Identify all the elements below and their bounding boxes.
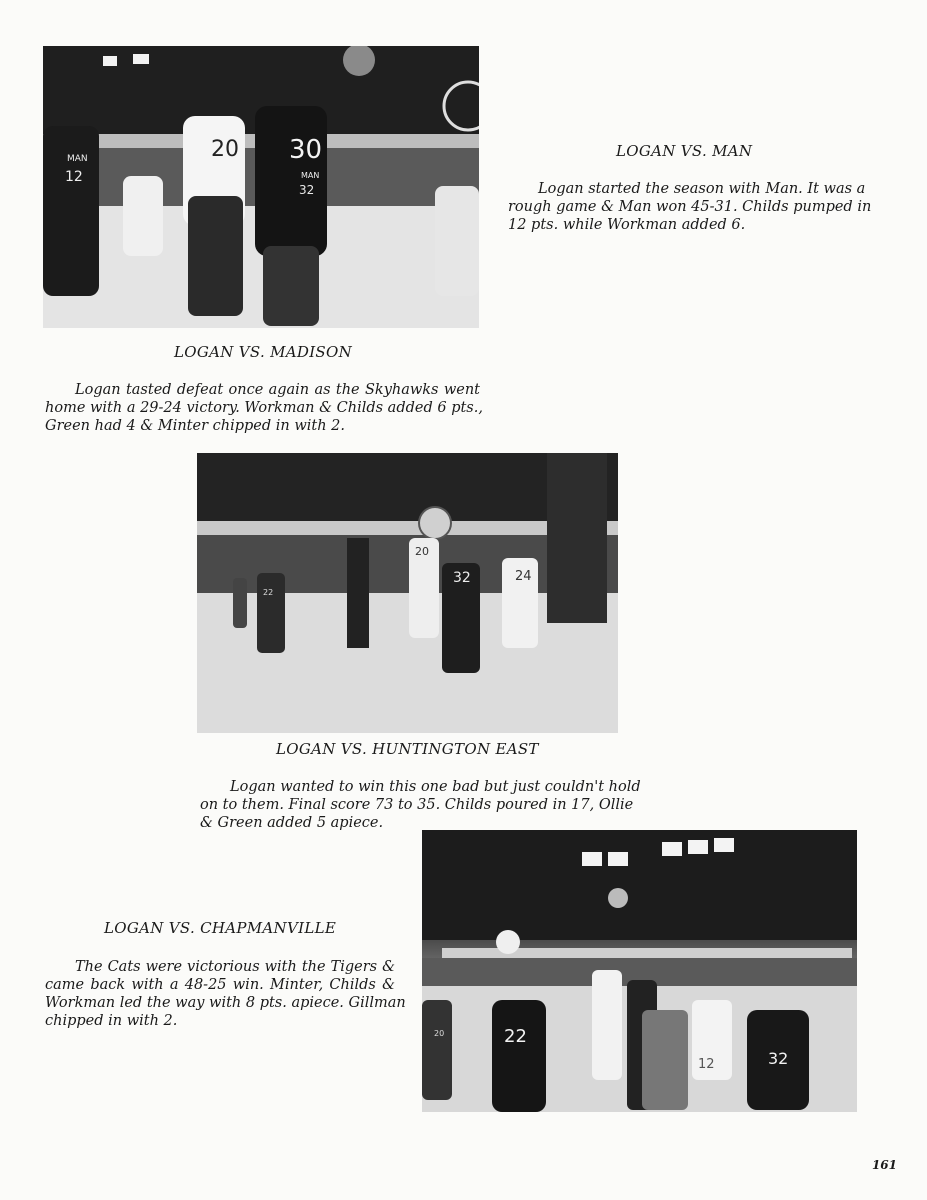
- jersey-text: MAN: [67, 154, 88, 164]
- story-line: came back with a 48-25 win. Minter, Childs &: [45, 977, 395, 993]
- story-line: The Cats were victorious with the Tigers &: [75, 959, 395, 975]
- jersey-number: 32: [768, 1049, 789, 1068]
- story-logan-vs-chapmanville: [45, 958, 406, 1030]
- heading-logan-vs-madison: LOGAN VS. MADISON: [174, 343, 353, 361]
- story-line: rough game & Man won 45-31. Childs pumped in: [508, 199, 872, 215]
- jersey-number: 32: [453, 570, 471, 586]
- heading-logan-vs-chapmanville: LOGAN VS. CHAPMANVILLE: [104, 919, 337, 937]
- jersey-number: 22: [504, 1026, 527, 1047]
- story-line: chipped in with 2.: [45, 1013, 178, 1029]
- story-line: 12 pts. while Workman added 6.: [508, 217, 746, 233]
- jersey-number: 20: [211, 137, 239, 162]
- story-line: home with a 29-24 victory. Workman & Childs added 6 pts.,: [45, 400, 483, 416]
- story-logan-vs-man: [508, 180, 872, 234]
- story-line: Logan started the season with Man. It was a: [538, 181, 866, 197]
- story-line: Green had 4 & Minter chipped in with 2.: [45, 418, 345, 434]
- story-line: on to them. Final score 73 to 35. Childs poured in 17, Ollie: [200, 797, 634, 813]
- photo-scene: [43, 46, 479, 328]
- jersey-number: 24: [515, 569, 532, 584]
- photo-scene: [197, 453, 618, 733]
- photo-scene: [422, 830, 857, 1112]
- game-photo-vs-man: [43, 46, 479, 328]
- jersey-number: 30: [289, 135, 323, 165]
- heading-logan-vs-man: LOGAN VS. MAN: [616, 142, 753, 160]
- heading-logan-vs-huntington-east: LOGAN VS. HUNTINGTON EAST: [276, 740, 539, 758]
- jersey-number: 12: [65, 169, 83, 185]
- story-logan-vs-huntington-east: [200, 778, 641, 832]
- game-photo-vs-chapmanville: [422, 830, 857, 1112]
- jersey-number: 22: [263, 588, 274, 597]
- jersey-number: 20: [415, 545, 429, 558]
- story-line: Workman led the way with 8 pts. apiece. Gillman: [45, 995, 406, 1011]
- jersey-number: 32: [299, 183, 315, 197]
- jersey-text: MAN: [301, 171, 320, 180]
- story-logan-vs-madison: [45, 381, 483, 435]
- jersey-number: 12: [698, 1057, 715, 1072]
- story-line: Logan wanted to win this one bad but just couldn't hold: [230, 779, 641, 795]
- page-number: 161: [871, 1158, 897, 1172]
- game-photo-vs-huntington-east: [197, 453, 618, 733]
- jersey-number: 20: [434, 1029, 445, 1038]
- story-line: Logan tasted defeat once again as the Skyhawks went: [75, 382, 480, 398]
- story-line: & Green added 5 apiece.: [200, 815, 384, 831]
